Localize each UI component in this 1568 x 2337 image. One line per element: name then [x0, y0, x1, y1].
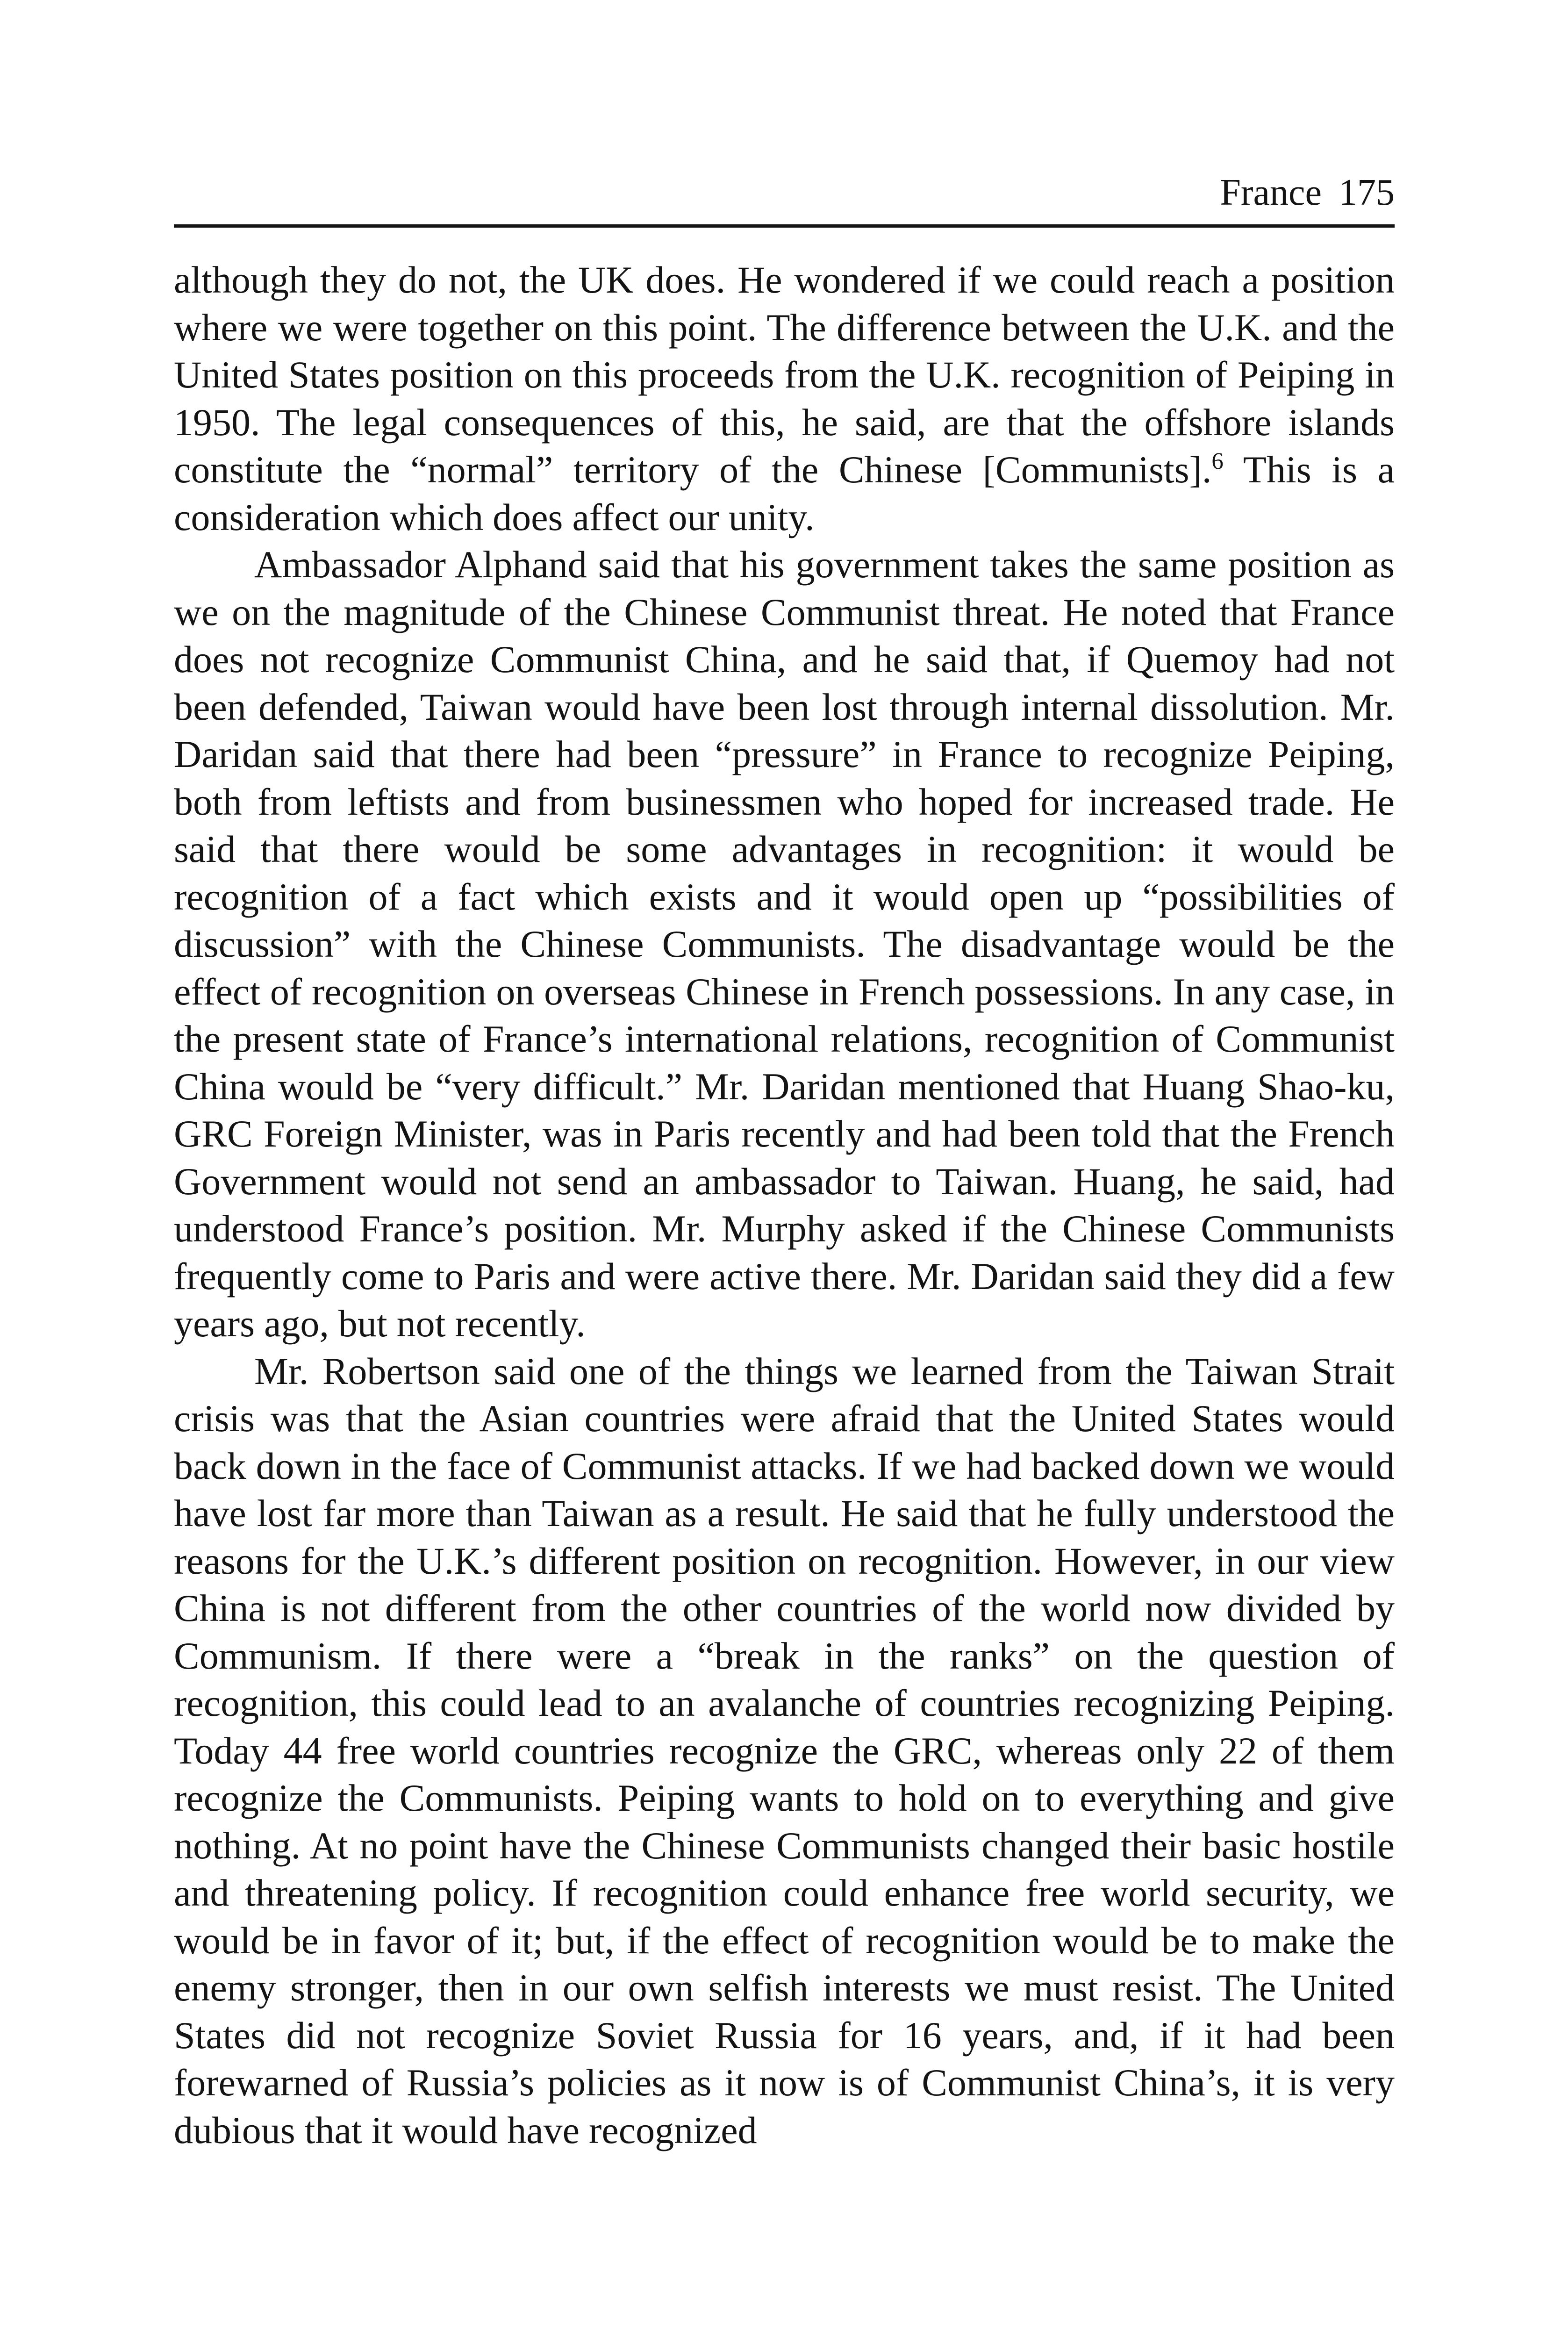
- paragraph-1: [174, 256, 1395, 541]
- header-rule: [174, 224, 1395, 228]
- paragraph-2: Ambassador Alphand said that his government takes the same position as we on the magnitude of the Chinese Communist threat. He noted that France does not recognize Communist China, and he said that, if Quemoy had not been defended, Taiwan would have been lost through internal dissolution. Mr. Daridan said that there had been “pressure” in France to recognize Peiping, both from leftists and from businessmen who hoped for increased trade. He said that there would be some advantages in recognition: it would be recognition of a fact which exists and it would open up “possibilities of discussion” with the Chinese Communists. The disadvantage would be the effect of recognition on overseas Chinese in French possessions. In any case, in the present state of France’s international relations, recognition of Communist China would be “very difficult.” Mr. Daridan mentioned that Huang Shao-ku, GRC Foreign Minister, was in Paris recently and had been told that the French Government would not send an ambassador to Taiwan. Huang, he said, had understood France’s position. Mr. Murphy asked if the Chinese Communists frequently come to Paris and were active there. Mr. Daridan said they did a few years ago, but not recently.: [174, 543, 1395, 1345]
- paragraph-1-text: although they do not, the UK does. He wondered if we could reach a position where we were together on this point. The difference between the U.K. and the United States position on this proceeds from the U.K. recognition of Peiping in 1950. The legal consequences of this, he said, are that the offshore islands constitute the “normal” territory of the Chinese [Communists].: [174, 258, 1395, 491]
- running-head: [174, 165, 1395, 221]
- body-text: [174, 256, 1395, 2154]
- paragraph-1-continuation: This is a consideration which does affect our unity.: [174, 448, 1395, 538]
- page-number: 175: [1339, 172, 1395, 213]
- running-head-section: France: [1220, 172, 1322, 213]
- paragraph-3: Mr. Robertson said one of the things we learned from the Taiwan Strait crisis was that the Asian countries were afraid that the United States would back down in the face of Communist attacks. If we had backed down we would have lost far more than Taiwan as a result. He said that he fully understood the reasons for the U.K.’s different position on recognition. However, in our view China is not different from the other countries of the world now divided by Communism. If there were a “break in the ranks” on the question of recognition, this could lead to an avalanche of countries recognizing Peiping. Today 44 free world countries recognize the GRC, whereas only 22 of them recognize the Communists. Peiping wants to hold on to everything and give nothing. At no point have the Chinese Communists changed their basic hostile and threatening policy. If recognition could enhance free world security, we would be in favor of it; but, if the effect of recognition would be to make the enemy stronger, then in our own selfish interests we must resist. The United States did not recognize Soviet Russia for 16 years, and, if it had been forewarned of Russia’s policies as it now is of Communist China’s, it is very dubious that it would have recognized: [174, 1349, 1395, 2151]
- footnote-reference[interactable]: 6: [1211, 448, 1224, 474]
